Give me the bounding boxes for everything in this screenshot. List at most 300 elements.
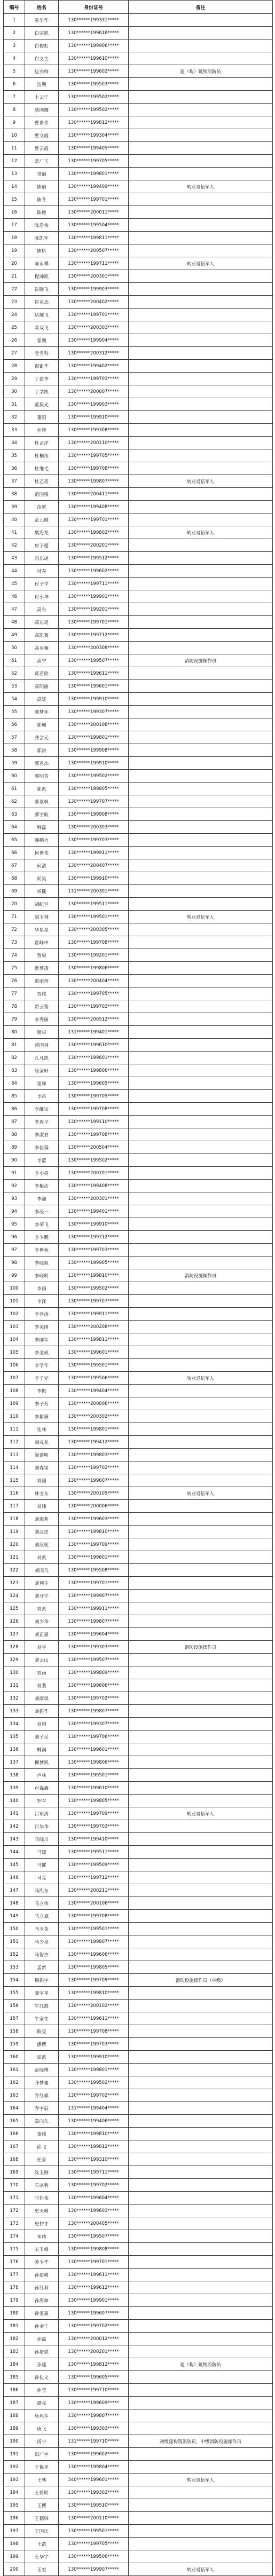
cell-name: 石宗利 — [25, 2179, 59, 2192]
table-row — [4, 1602, 273, 1615]
cell-name: 陈桥 — [25, 244, 59, 257]
table-row — [4, 437, 273, 449]
cell-name: 沈玉刚 — [25, 2166, 59, 2179]
cell-id: 130******199806***** — [59, 1756, 129, 1769]
cell-note — [129, 2089, 273, 2102]
cell-id: 130******199606***** — [59, 1948, 129, 1961]
cell-note — [129, 1436, 273, 1449]
cell-note — [129, 1782, 273, 1795]
cell-id: 130******200507***** — [59, 244, 129, 257]
cell-no: 11 — [4, 142, 25, 155]
cell-name: 袁华华 — [25, 14, 59, 27]
cell-id: 130******199509***** — [59, 1859, 129, 1871]
table-row — [4, 1526, 273, 1538]
cell-name: 杜桐茂 — [25, 449, 59, 462]
cell-name: 刘正豪 — [25, 1628, 59, 1641]
cell-no: 76 — [4, 975, 25, 987]
cell-no: 106 — [4, 1359, 25, 1372]
cell-name: 牛红霞 — [25, 2000, 59, 2012]
table-row — [4, 667, 273, 680]
cell-no: 131 — [4, 1679, 25, 1692]
table-row — [4, 91, 273, 104]
cell-name: 陈艳 — [25, 206, 59, 219]
cell-name: 郭景枫 — [25, 795, 59, 808]
cell-name: 丁建华 — [25, 373, 59, 385]
cell-name: 郭珊 — [25, 718, 59, 731]
cell-no: 200 — [4, 2563, 25, 2576]
cell-note — [129, 770, 273, 783]
cell-note — [129, 2281, 273, 2294]
cell-note — [129, 1756, 273, 1769]
table-row — [4, 2204, 273, 2217]
table-row — [4, 2076, 273, 2089]
cell-no: 12 — [4, 155, 25, 168]
cell-name: 林宝东 — [25, 1487, 59, 1500]
cell-no: 159 — [4, 2038, 25, 2051]
cell-id: 130******199611***** — [59, 667, 129, 680]
table-row — [4, 654, 273, 667]
cell-name: 付子学 — [25, 578, 59, 590]
cell-note — [129, 1666, 273, 1679]
cell-name: 党雪科 — [25, 347, 59, 360]
table-row — [4, 2192, 273, 2204]
cell-id: 130******199702***** — [59, 2179, 129, 2192]
cell-no: 82 — [4, 1052, 25, 1064]
cell-note — [129, 1295, 273, 1308]
table-row — [4, 475, 273, 488]
cell-no: 69 — [4, 885, 25, 898]
cell-id: 130******199710***** — [59, 2384, 129, 2397]
cell-id: 130******199506***** — [59, 1372, 129, 1385]
header-note: 备注 — [129, 1, 273, 14]
cell-no: 31 — [4, 398, 25, 411]
cell-name: 何昊 — [25, 872, 59, 885]
cell-no: 34 — [4, 437, 25, 449]
roster-table — [3, 0, 273, 2576]
cell-no: 183 — [4, 2345, 25, 2358]
cell-note: 转业退伍军人 — [129, 1807, 273, 1820]
cell-note — [129, 2076, 273, 2089]
cell-note: 转业退伍军人 — [129, 911, 273, 923]
cell-id: 130******199707***** — [59, 1295, 129, 1308]
cell-no: 58 — [4, 744, 25, 757]
table-row — [4, 411, 273, 424]
cell-id: 130******200007***** — [59, 385, 129, 398]
cell-no: 63 — [4, 808, 25, 821]
table-row — [4, 52, 273, 65]
cell-name: 郭宇航 — [25, 808, 59, 821]
cell-id: 130******199201***** — [59, 949, 129, 962]
table-row — [4, 1218, 273, 1231]
cell-no: 177 — [4, 2269, 25, 2281]
cell-id: 130******199408***** — [59, 501, 129, 513]
table-row — [4, 1474, 273, 1487]
cell-no: 194 — [4, 2486, 25, 2499]
cell-name: 史仲才 — [25, 2217, 59, 2230]
cell-name: 马凯东 — [25, 1884, 59, 1897]
table-row — [4, 1180, 273, 1192]
cell-note — [129, 1116, 273, 1128]
table-row — [4, 1961, 273, 1974]
cell-id: 130******199702***** — [59, 1461, 129, 1474]
table-row — [4, 1897, 273, 1910]
table-row — [4, 1538, 273, 1551]
cell-no: 2 — [4, 27, 25, 39]
cell-name: 李佳蓉 — [25, 1141, 59, 1154]
cell-no: 124 — [4, 1590, 25, 1602]
table-row — [4, 821, 273, 834]
table-row — [4, 1718, 273, 1730]
cell-note — [129, 334, 273, 347]
cell-no: 77 — [4, 987, 25, 1000]
cell-name: 连林 — [25, 1423, 59, 1436]
cell-id: 130******199401***** — [59, 1205, 129, 1218]
table-row — [4, 78, 273, 91]
cell-note — [129, 78, 273, 91]
cell-id: 130******199303***** — [59, 1641, 129, 1654]
cell-name: 房子超 — [25, 539, 59, 552]
cell-note — [129, 321, 273, 334]
cell-name: 李世秋 — [25, 1244, 59, 1257]
table-row — [4, 1692, 273, 1705]
cell-name: 王浩 — [25, 2538, 59, 2550]
cell-note — [129, 2102, 273, 2115]
cell-no: 129 — [4, 1654, 25, 1666]
cell-id: 130******199701***** — [59, 513, 129, 526]
cell-no: 172 — [4, 2204, 25, 2217]
cell-name: 陈浩伟 — [25, 219, 59, 232]
cell-note: 转业退伍军人 — [129, 475, 273, 488]
cell-no: 21 — [4, 270, 25, 283]
table-row — [4, 2422, 273, 2435]
cell-name: 龚会元 — [25, 731, 59, 744]
cell-id: 130******199605***** — [59, 2371, 129, 2384]
cell-note — [129, 783, 273, 795]
cell-id: 130******200404***** — [59, 975, 129, 987]
cell-name: 汤宁 — [25, 2435, 59, 2448]
cell-no: 109 — [4, 1397, 25, 1410]
cell-name: 贾梁 — [25, 949, 59, 962]
cell-name: 翟鹏 — [25, 334, 59, 347]
header-id: 身份证号 — [59, 1, 129, 14]
cell-note — [129, 2320, 273, 2333]
cell-id: 130******200201***** — [59, 539, 129, 552]
cell-id: 130******199812***** — [59, 2358, 129, 2371]
cell-id: 130******199601***** — [59, 1551, 129, 1564]
cell-id: 130******199807***** — [59, 1935, 129, 1948]
cell-note — [129, 1500, 273, 1513]
table-row — [4, 2025, 273, 2038]
cell-name: 常广玉 — [25, 155, 59, 168]
table-row — [4, 859, 273, 872]
cell-name: 任家 — [25, 2153, 59, 2166]
cell-name: 范国强 — [25, 488, 59, 501]
table-row — [4, 1884, 273, 1897]
cell-no: 97 — [4, 1244, 25, 1257]
cell-name: 彭晓博 — [25, 2064, 59, 2076]
table-row — [4, 975, 273, 987]
cell-note — [129, 1039, 273, 1052]
cell-name: 达耀飞 — [25, 309, 59, 321]
cell-id: 130******200011***** — [59, 206, 129, 219]
cell-note — [129, 2166, 273, 2179]
cell-name: 潘博 — [25, 2038, 59, 2051]
cell-note — [129, 1948, 273, 1961]
cell-name: 李子芳 — [25, 1397, 59, 1410]
cell-note — [129, 1244, 273, 1257]
cell-name: 孙佳文 — [25, 2371, 59, 2384]
cell-id: 130******200407***** — [59, 859, 129, 872]
table-row — [4, 590, 273, 603]
cell-id: 130******199611***** — [59, 2012, 129, 2025]
cell-no: 53 — [4, 680, 25, 693]
cell-no: 167 — [4, 2140, 25, 2153]
table-row — [4, 1871, 273, 1884]
cell-name: 高宁 — [25, 654, 59, 667]
cell-no: 128 — [4, 1641, 25, 1654]
cell-no: 138 — [4, 1769, 25, 1782]
cell-name: 刘凯 — [25, 1602, 59, 1615]
cell-id: 130******199507***** — [59, 654, 129, 667]
cell-name: 李荣飞 — [25, 1218, 59, 1231]
table-row — [4, 1795, 273, 1807]
table-row — [4, 385, 273, 398]
cell-name: 谭亮 — [25, 2397, 59, 2409]
table-row — [4, 693, 273, 706]
cell-name: 华星星 — [25, 923, 59, 936]
cell-id: 130******199703***** — [59, 1000, 129, 1013]
cell-note — [129, 1308, 273, 1321]
table-row — [4, 1410, 273, 1423]
cell-note — [129, 129, 273, 142]
cell-note — [129, 1846, 273, 1859]
table-row — [4, 1820, 273, 1833]
cell-no: 10 — [4, 129, 25, 142]
cell-note — [129, 373, 273, 385]
cell-no: 37 — [4, 475, 25, 488]
cell-name: 马立伟 — [25, 1897, 59, 1910]
cell-note: 转业退伍军人 — [129, 1487, 273, 1500]
cell-note — [129, 1705, 273, 1718]
table-row — [4, 2115, 273, 2128]
cell-name: 陈冬 — [25, 193, 59, 206]
cell-id: 130******199506***** — [59, 2550, 129, 2563]
cell-note — [129, 2409, 273, 2422]
table-row — [4, 1192, 273, 1205]
cell-note — [129, 1410, 273, 1423]
cell-note — [129, 2230, 273, 2243]
table-row — [4, 2038, 273, 2051]
cell-note — [129, 936, 273, 949]
cell-name: 李昂 — [25, 1090, 59, 1103]
cell-note: 转业退伍军人 — [129, 180, 273, 193]
cell-note — [129, 360, 273, 373]
table-row — [4, 373, 273, 385]
cell-name: 田广宇 — [25, 2448, 59, 2461]
cell-id: 130******199701***** — [59, 309, 129, 321]
cell-id: 130******199511***** — [59, 1846, 129, 1859]
cell-no: 113 — [4, 1449, 25, 1461]
cell-note — [129, 565, 273, 578]
cell-name: 马少泉 — [25, 1935, 59, 1948]
table-row — [4, 1500, 273, 1513]
cell-name: 曹云霞 — [25, 142, 59, 155]
cell-id: 130******199711***** — [59, 257, 129, 270]
cell-id: 130******199901***** — [59, 2294, 129, 2307]
cell-id: 130******199703***** — [59, 1820, 129, 1833]
table-row — [4, 1987, 273, 2000]
cell-id: 130******199110***** — [59, 1116, 129, 1128]
cell-name: 郭涛 — [25, 744, 59, 757]
cell-no: 158 — [4, 2025, 25, 2038]
cell-id: 130******200402***** — [59, 296, 129, 309]
cell-no: 1 — [4, 14, 25, 27]
cell-no: 108 — [4, 1385, 25, 1397]
cell-note — [129, 168, 273, 180]
cell-id: 130******199801***** — [59, 731, 129, 744]
cell-name: 范元刚 — [25, 513, 59, 526]
table-row — [4, 1923, 273, 1935]
cell-no: 181 — [4, 2320, 25, 2333]
cell-note — [129, 14, 273, 27]
table-row — [4, 168, 273, 180]
table-row — [4, 1385, 273, 1397]
cell-note — [129, 1718, 273, 1730]
table-row — [4, 1679, 273, 1692]
cell-no: 16 — [4, 206, 25, 219]
table-row — [4, 1730, 273, 1743]
cell-no: 104 — [4, 1333, 25, 1346]
cell-id: 130******199812***** — [59, 2140, 129, 2153]
cell-no: 185 — [4, 2371, 25, 2384]
cell-name: 柳润 — [25, 1743, 59, 1756]
cell-name: 邓双飞 — [25, 321, 59, 334]
cell-name: 李连平 — [25, 1116, 59, 1128]
cell-id: 130******199711***** — [59, 2166, 129, 2179]
table-row — [4, 616, 273, 629]
cell-id: 130******199709***** — [59, 1974, 129, 1987]
cell-no: 142 — [4, 1820, 25, 1833]
cell-note — [129, 1602, 273, 1615]
cell-name: 刘国 — [25, 1474, 59, 1487]
cell-id: 130******199708***** — [59, 1103, 129, 1116]
cell-note — [129, 2243, 273, 2256]
cell-note — [129, 1513, 273, 1526]
cell-name: 李小亮 — [25, 1167, 59, 1180]
table-row — [4, 2128, 273, 2140]
cell-id: 130******199501***** — [59, 911, 129, 923]
cell-no: 157 — [4, 2012, 25, 2025]
table-row — [4, 1577, 273, 1590]
cell-name: 卜云宁 — [25, 91, 59, 104]
cell-name: 杜孟洋 — [25, 437, 59, 449]
cell-name: 孙建峰 — [25, 2269, 59, 2281]
cell-no: 147 — [4, 1884, 25, 1897]
cell-no: 155 — [4, 1987, 25, 2000]
cell-id: 130******199611***** — [59, 2269, 129, 2281]
cell-note: 转业退伍军人 — [129, 2474, 273, 2486]
cell-note — [129, 244, 273, 257]
cell-note — [129, 2256, 273, 2269]
cell-name: 陈永攀 — [25, 257, 59, 270]
table-row — [4, 834, 273, 847]
cell-no: 161 — [4, 2064, 25, 2076]
table-row — [4, 1039, 273, 1052]
cell-no: 8 — [4, 104, 25, 116]
cell-id: 130******199405***** — [59, 142, 129, 155]
cell-id: 130******199810***** — [59, 1987, 129, 2000]
table-row — [4, 449, 273, 462]
cell-note — [129, 1654, 273, 1666]
cell-name: 李英国 — [25, 1321, 59, 1333]
cell-note — [129, 1461, 273, 1474]
cell-note — [129, 987, 273, 1000]
cell-no: 83 — [4, 1064, 25, 1077]
cell-id: 131******199710***** — [59, 2435, 129, 2448]
cell-name: 马媛 — [25, 1846, 59, 1859]
cell-no: 24 — [4, 309, 25, 321]
cell-note — [129, 1833, 273, 1846]
cell-id: 130******200105***** — [59, 1487, 129, 1500]
cell-note — [129, 2000, 273, 2012]
cell-name: 王保星 — [25, 2461, 59, 2474]
cell-id: 130******199708***** — [59, 1128, 129, 1141]
table-row — [4, 1077, 273, 1090]
cell-id: 130******200108***** — [59, 718, 129, 731]
cell-note — [129, 1679, 273, 1692]
cell-id: 130******199908***** — [59, 744, 129, 757]
cell-no: 149 — [4, 1910, 25, 1923]
table-row — [4, 962, 273, 975]
table-row — [4, 193, 273, 206]
cell-name: 秦向东 — [25, 2115, 59, 2128]
cell-no: 19 — [4, 244, 25, 257]
cell-no: 121 — [4, 1551, 25, 1564]
table-row — [4, 1167, 273, 1180]
cell-note — [129, 629, 273, 642]
cell-note — [129, 2051, 273, 2064]
table-row — [4, 2397, 273, 2409]
cell-no: 17 — [4, 219, 25, 232]
cell-no: 178 — [4, 2281, 25, 2294]
cell-note — [129, 1333, 273, 1346]
cell-name: 贾伟 — [25, 987, 59, 1000]
cell-note — [129, 1397, 273, 1410]
cell-name: 何世伟 — [25, 847, 59, 859]
cell-name: 贾丽珍 — [25, 975, 59, 987]
cell-note — [129, 2179, 273, 2192]
cell-no: 132 — [4, 1692, 25, 1705]
cell-note — [129, 808, 273, 821]
cell-id: 130******199712***** — [59, 629, 129, 642]
cell-no: 27 — [4, 347, 25, 360]
table-row — [4, 1628, 273, 1641]
cell-name: 杜辉 — [25, 424, 59, 437]
table-row — [4, 513, 273, 526]
cell-no: 193 — [4, 2474, 25, 2486]
cell-id: 130******199907***** — [59, 2563, 129, 2576]
cell-note — [129, 975, 273, 987]
cell-id: 130******199811***** — [59, 1333, 129, 1346]
cell-name: 马智杰 — [25, 1948, 59, 1961]
table-row — [4, 1397, 273, 1410]
cell-no: 163 — [4, 2089, 25, 2102]
cell-id: 130******200512***** — [59, 1013, 129, 1026]
cell-no: 68 — [4, 872, 25, 885]
table-row — [4, 1295, 273, 1308]
table-row — [4, 283, 273, 296]
cell-id: 130******199701***** — [59, 2256, 129, 2269]
